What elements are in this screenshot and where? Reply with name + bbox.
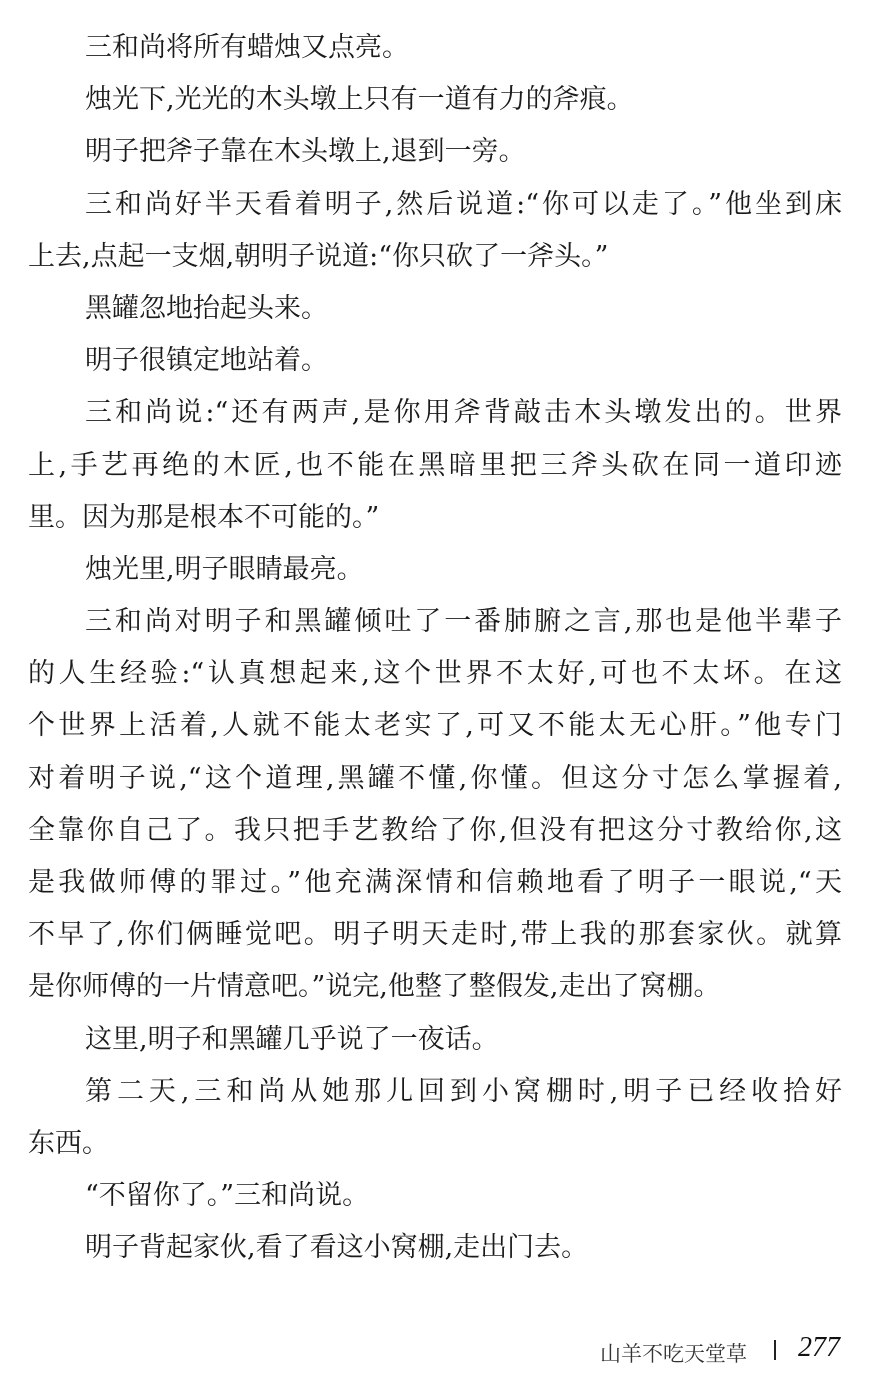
paragraph — [28, 1014, 842, 1066]
text-line: 明子把斧子靠在木头墩上,退到一旁。 — [85, 136, 526, 168]
text-line: 三和尚对明子和黑罐倾吐了一番肺腑之言,那也是他半辈子 — [85, 606, 842, 638]
page-footer — [0, 1330, 872, 1370]
text-line: 的人生经验:“认真想起来,这个世界不太好,可也不太坏。在这 — [28, 658, 842, 690]
text-line: 明子背起家伙,看了看这小窝棚,走出门去。 — [85, 1232, 589, 1264]
body-text — [28, 22, 842, 1275]
paragraph — [28, 387, 842, 544]
text-line: 是你师傅的一片情意吧。”说完,他整了整假发,走出了窝棚。 — [28, 971, 721, 1003]
text-line: 对着明子说,“这个道理,黑罐不懂,你懂。但这分寸怎么掌握着, — [28, 762, 842, 794]
text-line: 里。因为那是根本不可能的。” — [28, 501, 380, 533]
text-line: 明子很镇定地站着。 — [85, 345, 328, 377]
text-line: 全靠你自己了。我只把手艺教给了你,但没有把这分寸教给你,这 — [28, 814, 842, 846]
paragraph — [28, 1222, 842, 1274]
paragraph — [28, 283, 842, 335]
paragraph — [28, 544, 842, 596]
text-line: “不留你了。”三和尚说。 — [85, 1180, 370, 1212]
paragraph — [28, 1170, 842, 1222]
paragraph — [28, 596, 842, 1014]
page-number: 277 — [798, 1332, 840, 1363]
footer-divider — [774, 1340, 776, 1360]
text-line: 三和尚说:“还有两声,是你用斧背敲击木头墩发出的。世界 — [85, 397, 842, 429]
paragraph — [28, 126, 842, 178]
text-line: 三和尚将所有蜡烛又点亮。 — [85, 32, 409, 63]
text-line: 黑罐忽地抬起头来。 — [85, 292, 328, 324]
text-line: 三和尚好半天看着明子,然后说道:“你可以走了。”他坐到床 — [85, 188, 842, 220]
paragraph — [28, 335, 842, 387]
paragraph — [28, 179, 842, 283]
paragraph — [28, 1066, 842, 1170]
text-line: 第二天,三和尚从她那儿回到小窝棚时,明子已经收拾好 — [85, 1075, 842, 1107]
text-line: 上去,点起一支烟,朝明子说道:“你只砍了一斧头。” — [28, 240, 609, 272]
text-line: 是我做师傅的罪过。”他充满深情和信赖地看了明子一眼说,“天 — [28, 867, 842, 898]
text-line: 烛光里,明子眼睛最亮。 — [85, 553, 364, 585]
text-line: 这里,明子和黑罐几乎说了一夜话。 — [85, 1023, 499, 1055]
text-line: 烛光下,光光的木头墩上只有一道有力的斧痕。 — [85, 84, 634, 116]
text-line: 东西。 — [28, 1127, 109, 1159]
text-line: 个世界上活着,人就不能太老实了,可又不能太无心肝。”他专门 — [28, 710, 842, 742]
paragraph — [28, 74, 842, 126]
paragraph — [28, 22, 842, 74]
running-title: 山羊不吃天堂草 — [600, 1342, 747, 1366]
text-line: 上,手艺再绝的木匠,也不能在黑暗里把三斧头砍在同一道印迹 — [28, 449, 842, 481]
text-line: 不早了,你们俩睡觉吧。明子明天走时,带上我的那套家伙。就算 — [28, 919, 842, 951]
